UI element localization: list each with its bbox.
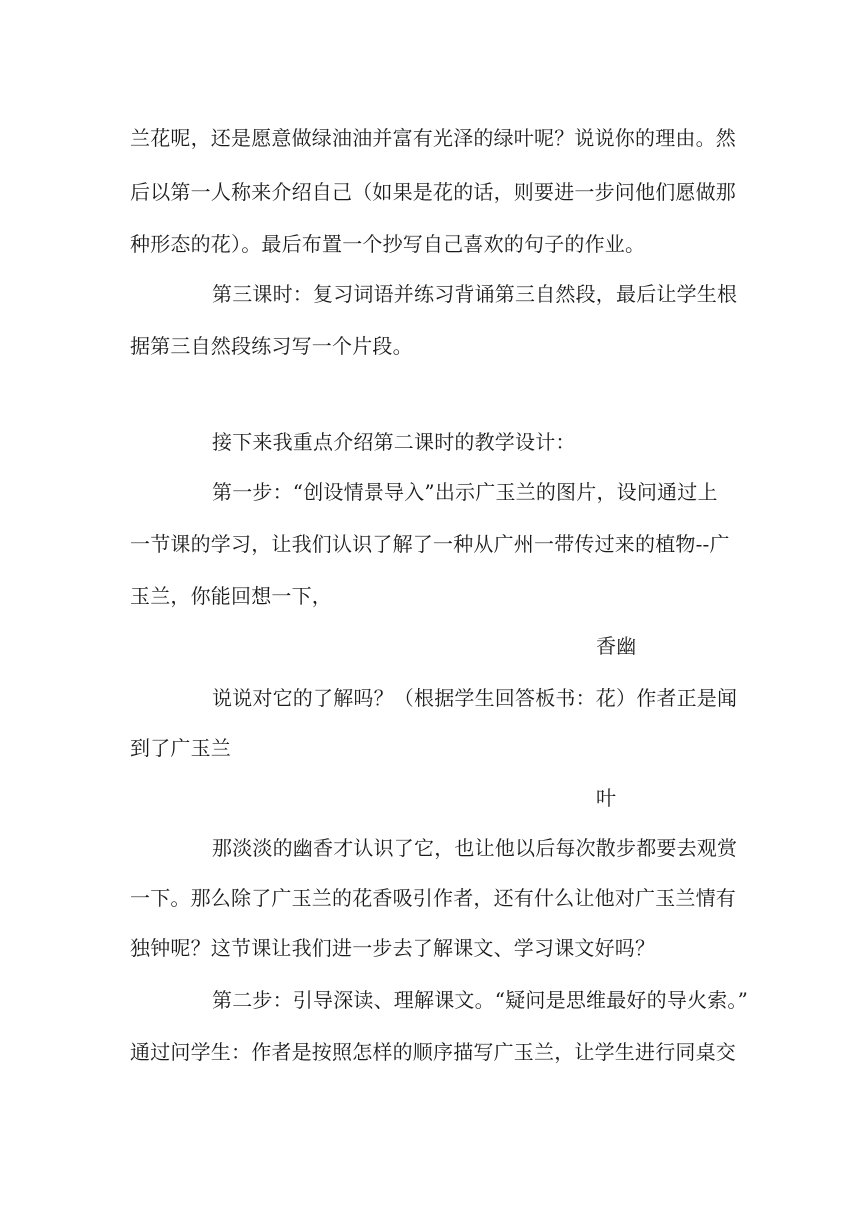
paragraph-line: 后以第一人称来介绍自己（如果是花的话，则要进一步问他们愿做那 (130, 180, 736, 204)
paragraph-line: 那淡淡的幽香才认识了它，也让他以后每次散步都要去观赏 (212, 836, 738, 860)
board-note: 叶 (596, 786, 617, 810)
paragraph-line: 独钟呢？这节课让我们进一步去了解课文、学习课文好吗？ (130, 936, 656, 960)
paragraph-line: 到了广玉兰 (130, 736, 231, 760)
paragraph-line: 一节课的学习，让我们认识了解了一种从广州一带传过来的植物--广 (130, 532, 730, 556)
paragraph-line: 说说对它的了解吗？（根据学生回答板书：花）作者正是闻 (212, 686, 738, 710)
board-note: 香幽 (596, 634, 637, 658)
paragraph-line: 第三课时：复习词语并练习背诵第三自然段，最后让学生根 (212, 282, 738, 306)
paragraph-line: 玉兰，你能回想一下， (130, 584, 332, 608)
paragraph-line: 通过问学生：作者是按照怎样的顺序描写广玉兰，让学生进行同桌交 (130, 1040, 736, 1064)
paragraph-line: 第二步：引导深读、理解课文。“疑问是思维最好的导火索。” (212, 988, 749, 1012)
paragraph-line: 接下来我重点介绍第二课时的教学设计： (212, 430, 576, 454)
paragraph-line: 种形态的花）。最后布置一个抄写自己喜欢的句子的作业。 (130, 232, 646, 256)
paragraph-line: 兰花呢，还是愿意做绿油油并富有光泽的绿叶呢？说说你的理由。然 (130, 126, 736, 150)
paragraph-line: 一下。那么除了广玉兰的花香吸引作者，还有什么让他对广玉兰情有 (130, 886, 736, 910)
paragraph-line: 据第三自然段练习写一个片段。 (130, 334, 413, 358)
paragraph-line: 第一步：“创设情景导入”出示广玉兰的图片，设问通过上 (212, 480, 718, 504)
